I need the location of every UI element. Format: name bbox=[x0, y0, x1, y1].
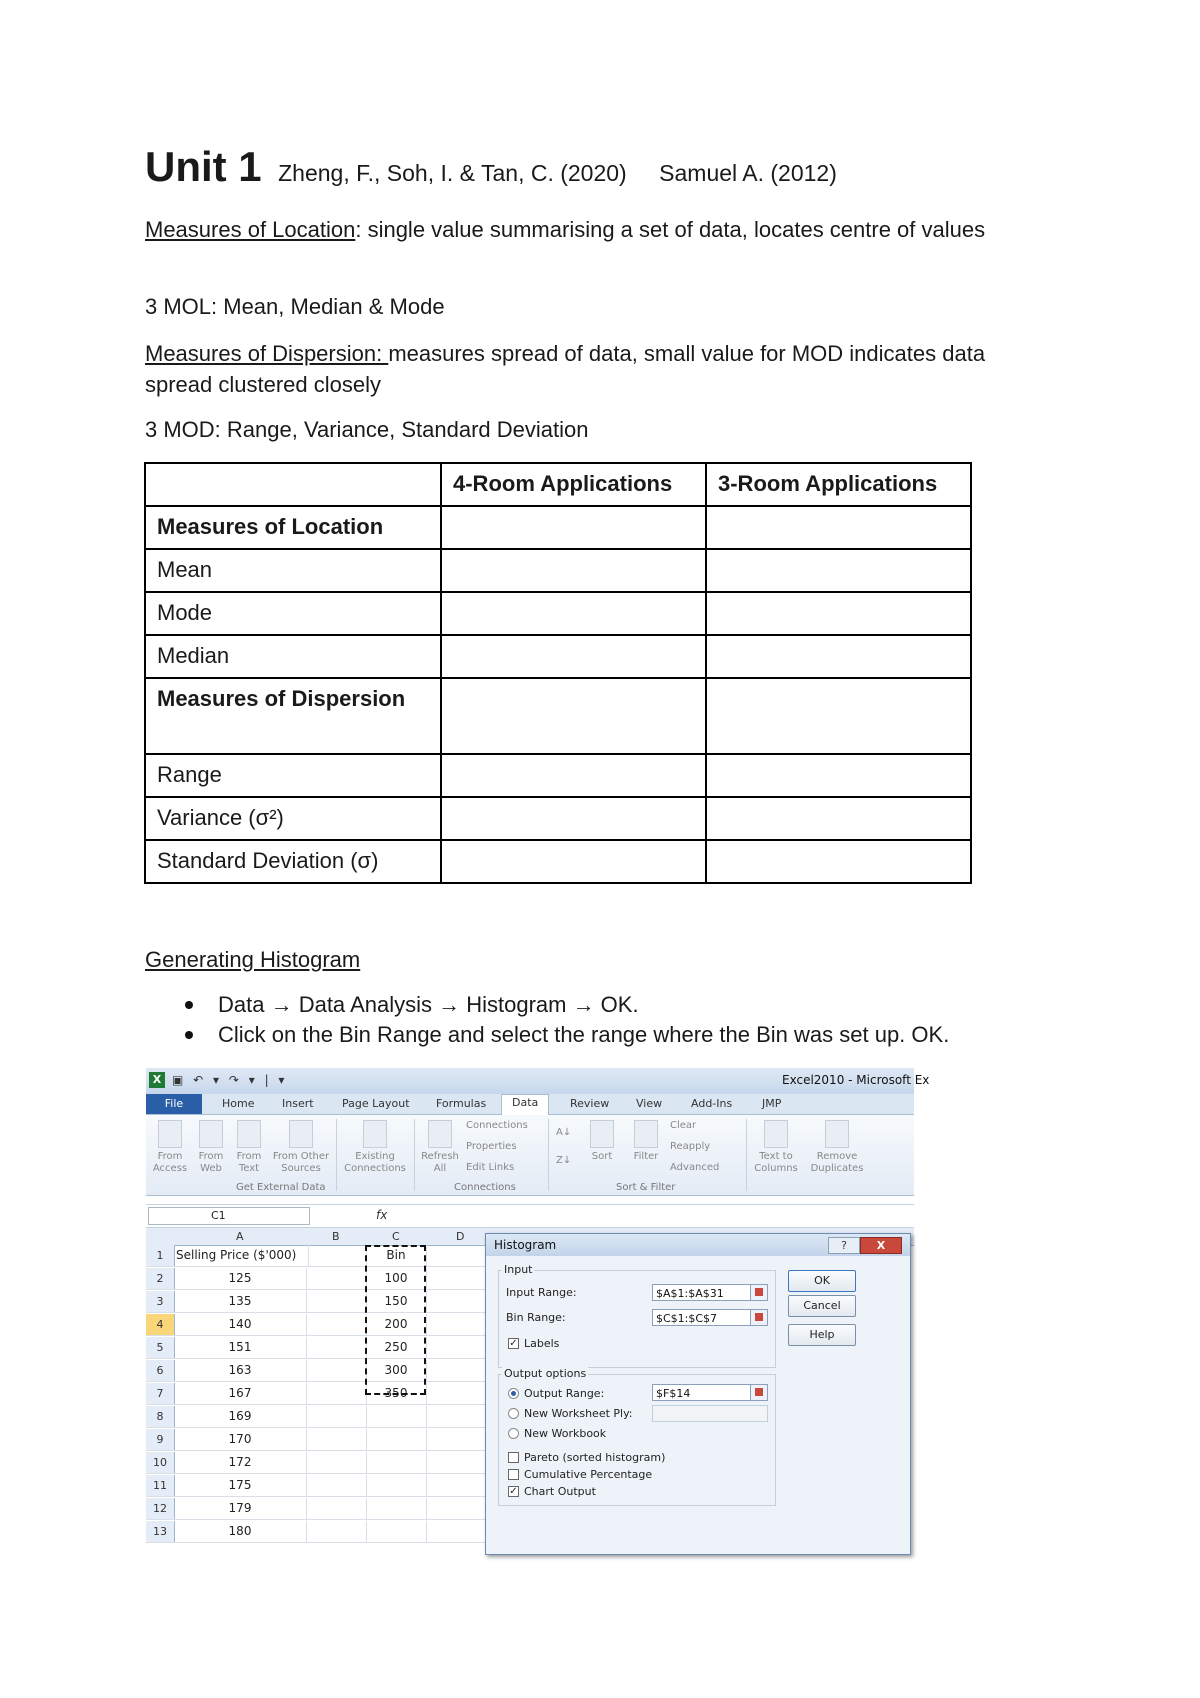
cell[interactable] bbox=[306, 1245, 367, 1266]
tab-page-layout[interactable]: Page Layout bbox=[342, 1097, 410, 1110]
text-file-icon bbox=[237, 1120, 261, 1148]
row-label: Median bbox=[145, 635, 441, 678]
row-number[interactable]: 13 bbox=[146, 1521, 175, 1542]
cell[interactable]: 167 bbox=[174, 1383, 307, 1404]
cell[interactable]: 150 bbox=[366, 1291, 427, 1312]
from-access-button[interactable]: From Access bbox=[150, 1120, 190, 1175]
row-number[interactable]: 4 bbox=[146, 1314, 175, 1335]
window-title: Excel2010 - Microsoft Ex bbox=[782, 1073, 930, 1087]
chart-output-checkbox[interactable]: ✓ bbox=[509, 1486, 518, 1497]
cell[interactable] bbox=[306, 1521, 367, 1542]
new-worksheet-radio[interactable] bbox=[508, 1408, 519, 1419]
table-cell bbox=[706, 592, 971, 635]
mod-term: Measures of Dispersion: bbox=[145, 341, 389, 366]
table-header-cell: 3-Room Applications bbox=[706, 463, 971, 506]
table-cell bbox=[706, 506, 971, 549]
labels-checkbox[interactable]: ✓ bbox=[509, 1338, 518, 1349]
table-row bbox=[145, 840, 971, 883]
table-cell bbox=[706, 754, 971, 797]
cell[interactable]: 135 bbox=[174, 1291, 307, 1312]
unit-title: Unit 1 bbox=[145, 143, 262, 190]
row-number[interactable]: 9 bbox=[146, 1429, 175, 1450]
bullet-icon bbox=[185, 1031, 193, 1039]
clear-button[interactable]: Clear bbox=[670, 1120, 697, 1131]
table-row bbox=[145, 797, 971, 840]
table-cell bbox=[441, 840, 706, 883]
table-row bbox=[145, 549, 971, 592]
help-icon[interactable]: ? bbox=[828, 1237, 860, 1254]
labels-label: Labels bbox=[524, 1337, 560, 1350]
histogram-steps bbox=[145, 990, 949, 1050]
access-icon bbox=[158, 1120, 182, 1148]
mol-definition bbox=[145, 214, 1045, 245]
remove-duplicates-button[interactable]: Remove Duplicates bbox=[806, 1120, 868, 1175]
mol-text: : single value summarising a set of data, locates centre of values bbox=[355, 217, 986, 242]
row-number[interactable]: 2 bbox=[146, 1268, 175, 1289]
cell[interactable]: 180 bbox=[174, 1521, 307, 1542]
column-header-a[interactable]: A bbox=[236, 1230, 244, 1243]
close-icon[interactable]: X bbox=[860, 1237, 902, 1254]
table-cell bbox=[441, 549, 706, 592]
table-cell bbox=[706, 678, 971, 754]
cell[interactable]: 163 bbox=[174, 1360, 307, 1381]
group-label: Get External Data bbox=[236, 1182, 326, 1193]
cell[interactable]: 140 bbox=[174, 1314, 307, 1335]
cell[interactable] bbox=[306, 1406, 367, 1427]
group-label: Sort & Filter bbox=[616, 1182, 676, 1193]
row-number[interactable]: 1 bbox=[146, 1245, 175, 1266]
excel-titlebar bbox=[146, 1068, 930, 1094]
step-text: Data → Data Analysis → Histogram → OK. bbox=[218, 992, 639, 1017]
input-legend: Input bbox=[504, 1263, 533, 1276]
table-row bbox=[146, 1383, 486, 1405]
table-cell bbox=[706, 549, 971, 592]
connections-icon bbox=[363, 1120, 387, 1148]
excel-screenshot bbox=[146, 1068, 930, 1554]
row-number[interactable]: 5 bbox=[146, 1337, 175, 1358]
group-divider bbox=[336, 1119, 337, 1191]
tab-home[interactable]: Home bbox=[222, 1097, 255, 1110]
remove-duplicates-icon bbox=[825, 1120, 849, 1148]
cell[interactable]: 179 bbox=[174, 1498, 307, 1519]
mod-list: 3 MOD: Range, Variance, Standard Deviation bbox=[145, 417, 589, 442]
sort-descending-icon[interactable]: Z↓ bbox=[556, 1155, 572, 1166]
ok-button[interactable]: OK bbox=[788, 1270, 856, 1292]
cell[interactable]: 151 bbox=[174, 1337, 307, 1358]
tab-add-ins[interactable]: Add-Ins bbox=[691, 1097, 733, 1110]
cell[interactable]: 200 bbox=[366, 1314, 427, 1335]
page-heading bbox=[145, 143, 837, 191]
table-row bbox=[145, 678, 971, 754]
help-button[interactable]: Help bbox=[788, 1324, 856, 1346]
pareto-checkbox[interactable] bbox=[508, 1452, 519, 1463]
text-to-columns-button[interactable]: Text to Columns bbox=[750, 1120, 802, 1175]
table-cell bbox=[441, 635, 706, 678]
input-range-field[interactable]: $A$1:$A$31 bbox=[652, 1284, 752, 1301]
group-divider bbox=[548, 1119, 549, 1191]
filter-button[interactable]: Filter bbox=[626, 1120, 666, 1163]
tab-review[interactable]: Review bbox=[570, 1097, 610, 1110]
table-cell bbox=[441, 797, 706, 840]
measures-table bbox=[144, 462, 972, 884]
sort-icon bbox=[590, 1120, 614, 1148]
group-divider bbox=[414, 1119, 415, 1191]
cell[interactable] bbox=[306, 1337, 367, 1358]
cell[interactable]: 175 bbox=[174, 1475, 307, 1496]
table-row bbox=[146, 1452, 486, 1474]
row-label: Range bbox=[145, 754, 441, 797]
mol-list: 3 MOL: Mean, Median & Mode bbox=[145, 294, 445, 319]
cell[interactable] bbox=[306, 1452, 367, 1473]
row-label: Standard Deviation (σ) bbox=[145, 840, 441, 883]
cell[interactable]: 300 bbox=[366, 1360, 427, 1381]
table-row bbox=[146, 1475, 486, 1497]
dialog-title: Histogram bbox=[494, 1238, 557, 1252]
histogram-section-title: Generating Histogram bbox=[145, 947, 361, 972]
tab-insert[interactable]: Insert bbox=[282, 1097, 314, 1110]
column-header-c[interactable]: C bbox=[392, 1230, 400, 1243]
cell[interactable] bbox=[306, 1498, 367, 1519]
bin-range-label: Bin Range: bbox=[506, 1311, 566, 1324]
reapply-button[interactable]: Reapply bbox=[670, 1141, 711, 1152]
cancel-button[interactable]: Cancel bbox=[788, 1295, 856, 1317]
table-cell bbox=[706, 840, 971, 883]
copy-selection-marquee bbox=[365, 1245, 426, 1395]
tab-data[interactable]: Data bbox=[501, 1094, 549, 1116]
chart-output-label: Chart Output bbox=[524, 1485, 596, 1498]
new-workbook-label: New Workbook bbox=[524, 1427, 607, 1440]
from-text-button[interactable]: From Text bbox=[232, 1120, 266, 1175]
cumulative-label: Cumulative Percentage bbox=[524, 1468, 653, 1481]
row-number[interactable]: 10 bbox=[146, 1452, 175, 1473]
output-legend: Output options bbox=[504, 1367, 587, 1380]
row-number[interactable]: 6 bbox=[146, 1360, 175, 1381]
row-label: Mode bbox=[145, 592, 441, 635]
column-header-b[interactable]: B bbox=[332, 1230, 340, 1243]
input-range-label: Input Range: bbox=[506, 1286, 577, 1299]
reference-2: Samuel A. (2012) bbox=[659, 160, 837, 186]
group-label: Connections bbox=[454, 1182, 516, 1193]
reference-1: Zheng, F., Soh, I. & Tan, C. (2020) bbox=[278, 160, 627, 186]
mol-term: Measures of Location bbox=[145, 217, 356, 242]
fx-icon[interactable]: fx bbox=[376, 1208, 388, 1222]
sort-ascending-icon[interactable]: A↓ bbox=[556, 1127, 572, 1138]
table-cell bbox=[441, 678, 706, 754]
web-icon bbox=[199, 1120, 223, 1148]
table-row bbox=[145, 592, 971, 635]
from-other-sources-button[interactable]: From Other Sources bbox=[270, 1120, 332, 1175]
cell[interactable] bbox=[306, 1383, 367, 1404]
table-row bbox=[146, 1521, 486, 1543]
tab-file[interactable]: File bbox=[146, 1094, 202, 1114]
cell[interactable] bbox=[366, 1452, 427, 1473]
cell[interactable] bbox=[366, 1498, 427, 1519]
row-number[interactable]: 3 bbox=[146, 1291, 175, 1312]
filter-icon bbox=[634, 1120, 658, 1148]
bullet-icon bbox=[185, 1001, 193, 1009]
row-label: Measures of Dispersion bbox=[145, 678, 441, 754]
cell[interactable] bbox=[306, 1360, 367, 1381]
tab-view[interactable]: View bbox=[636, 1097, 663, 1110]
table-cell bbox=[441, 592, 706, 635]
formula-bar bbox=[146, 1204, 914, 1228]
row-label: Variance (σ²) bbox=[145, 797, 441, 840]
table-header-cell bbox=[145, 463, 441, 506]
cell[interactable] bbox=[306, 1314, 367, 1335]
data-ribbon bbox=[146, 1115, 914, 1196]
cell[interactable] bbox=[306, 1475, 367, 1496]
table-row bbox=[146, 1245, 486, 1267]
group-divider bbox=[746, 1119, 747, 1191]
cumulative-checkbox[interactable] bbox=[508, 1469, 519, 1480]
mod-definition bbox=[145, 338, 1045, 400]
cell[interactable]: Bin bbox=[366, 1245, 427, 1266]
table-header-row bbox=[145, 463, 971, 506]
pareto-label: Pareto (sorted histogram) bbox=[524, 1451, 666, 1464]
cell[interactable] bbox=[306, 1268, 367, 1289]
text-to-columns-icon bbox=[764, 1120, 788, 1148]
new-worksheet-label: New Worksheet Ply: bbox=[524, 1407, 633, 1420]
table-cell bbox=[706, 797, 971, 840]
cell[interactable] bbox=[366, 1429, 427, 1450]
tab-formulas[interactable]: Formulas bbox=[436, 1097, 487, 1110]
cell[interactable] bbox=[366, 1475, 427, 1496]
new-workbook-radio[interactable] bbox=[508, 1428, 519, 1439]
table-row bbox=[146, 1406, 486, 1428]
cell[interactable]: 350 bbox=[366, 1383, 427, 1404]
ribbon-tabs bbox=[146, 1094, 914, 1115]
table-row bbox=[146, 1337, 486, 1359]
row-number[interactable]: 12 bbox=[146, 1498, 175, 1519]
collapse-dialog-icon[interactable] bbox=[750, 1384, 768, 1401]
existing-connections-button[interactable]: Existing Connections bbox=[340, 1120, 410, 1175]
step-text: Click on the Bin Range and select the range where the Bin was set up. OK. bbox=[218, 1022, 950, 1047]
cell[interactable] bbox=[306, 1429, 367, 1450]
collapse-dialog-icon[interactable] bbox=[750, 1309, 768, 1326]
table-row bbox=[145, 506, 971, 549]
table-row bbox=[145, 635, 971, 678]
database-icon bbox=[289, 1120, 313, 1148]
bin-range-field[interactable]: $C$1:$C$7 bbox=[652, 1309, 752, 1326]
quick-access-toolbar[interactable]: ▣ ↶ ▾ ↷ ▾ | ▾ bbox=[172, 1073, 288, 1087]
table-row bbox=[146, 1314, 486, 1336]
output-range-label: Output Range: bbox=[524, 1387, 605, 1400]
cell[interactable]: 170 bbox=[174, 1429, 307, 1450]
table-row bbox=[146, 1498, 486, 1520]
refresh-all-button[interactable]: Refresh All bbox=[418, 1120, 462, 1175]
connections-button[interactable]: Connections bbox=[466, 1120, 528, 1131]
row-label: Mean bbox=[145, 549, 441, 592]
cell[interactable]: 100 bbox=[366, 1268, 427, 1289]
collapse-dialog-icon[interactable] bbox=[750, 1284, 768, 1301]
refresh-icon bbox=[428, 1120, 452, 1148]
cell[interactable]: Selling Price ($'000) bbox=[174, 1245, 309, 1266]
dialog-titlebar bbox=[486, 1234, 910, 1256]
table-row bbox=[146, 1360, 486, 1382]
table-header-cell: 4-Room Applications bbox=[441, 463, 706, 506]
sort-button[interactable]: Sort bbox=[582, 1120, 622, 1163]
advanced-button[interactable]: Advanced bbox=[670, 1162, 720, 1173]
list-item bbox=[145, 1020, 949, 1050]
from-web-button[interactable]: From Web bbox=[194, 1120, 228, 1175]
cell[interactable]: 172 bbox=[174, 1452, 307, 1473]
output-range-radio[interactable] bbox=[508, 1388, 519, 1399]
histogram-dialog bbox=[485, 1233, 911, 1555]
table-row bbox=[145, 754, 971, 797]
table-cell bbox=[706, 635, 971, 678]
table-row bbox=[146, 1268, 486, 1290]
cell[interactable]: 169 bbox=[174, 1406, 307, 1427]
row-number[interactable]: 8 bbox=[146, 1406, 175, 1427]
cell[interactable]: 125 bbox=[174, 1268, 307, 1289]
row-number[interactable]: 11 bbox=[146, 1475, 175, 1496]
row-number[interactable]: 7 bbox=[146, 1383, 175, 1404]
table-row bbox=[146, 1429, 486, 1451]
new-worksheet-field[interactable] bbox=[652, 1405, 768, 1422]
table-row bbox=[146, 1291, 486, 1313]
column-header-d[interactable]: D bbox=[456, 1230, 465, 1243]
tab-jmp[interactable]: JMP bbox=[762, 1097, 782, 1110]
excel-logo-icon: X bbox=[149, 1072, 165, 1088]
name-box[interactable]: C1 bbox=[148, 1207, 310, 1225]
mod-text: measures spread of data, small value for MOD indicates data spread clustered closely bbox=[145, 341, 986, 397]
edit-links-button[interactable]: Edit Links bbox=[466, 1162, 515, 1173]
output-range-field[interactable]: $F$14 bbox=[652, 1384, 752, 1401]
cell[interactable] bbox=[366, 1521, 427, 1542]
cell[interactable] bbox=[366, 1406, 427, 1427]
row-label: Measures of Location bbox=[145, 506, 441, 549]
list-item bbox=[145, 990, 949, 1020]
cell[interactable]: 250 bbox=[366, 1337, 427, 1358]
table-cell bbox=[441, 754, 706, 797]
table-cell bbox=[441, 506, 706, 549]
cell[interactable] bbox=[306, 1291, 367, 1312]
properties-button[interactable]: Properties bbox=[466, 1141, 517, 1152]
